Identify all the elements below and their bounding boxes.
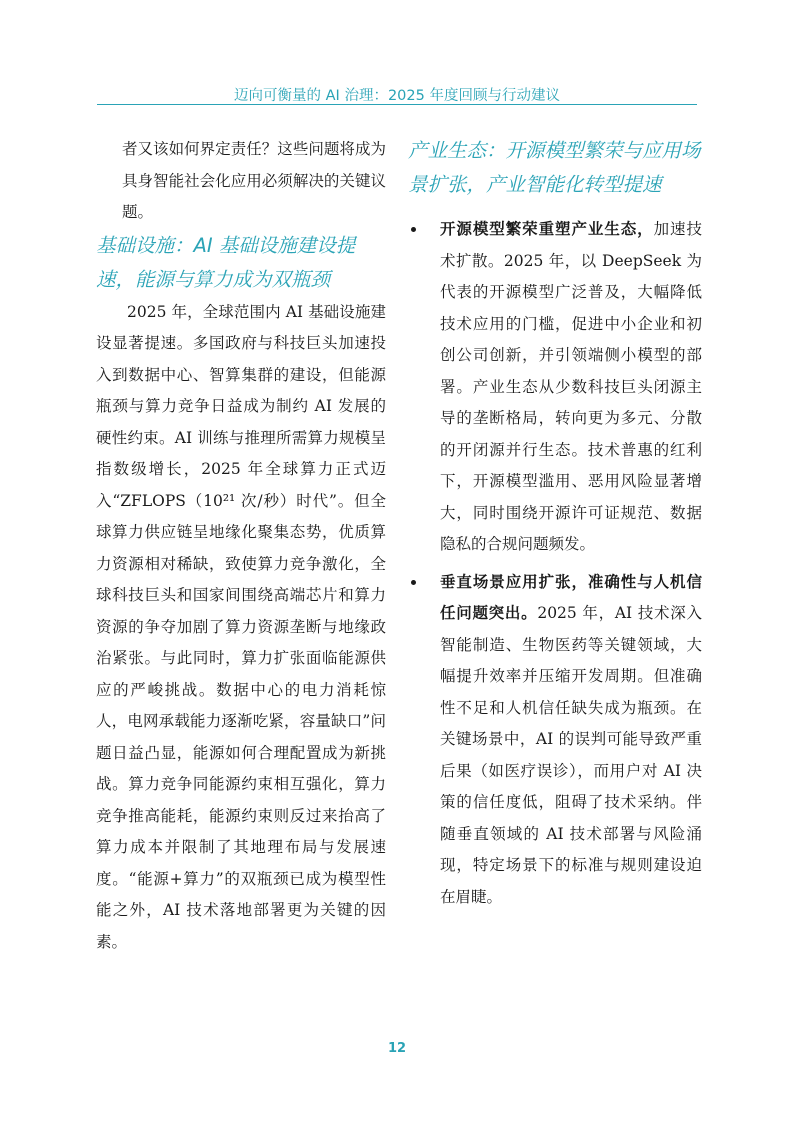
left-column — [96, 134, 386, 958]
right-column — [408, 134, 702, 913]
bullet-lead: 开源模型繁荣重塑产业生态， — [440, 220, 654, 238]
bullet-icon — [411, 227, 416, 232]
bullet-text: 2025 年，AI 技术深入智能制造、生物医药等关键领域，大幅提升效率并压缩开发周期。但准确性不足和人机信任缺失成为瓶颈。在关键场景中，AI 的误判可能导致严重后果（如医疗误诊），而用户对 AI 决策的信任度低，阻碍了技术采纳。伴随垂直领域的 AI 技术部署与风险涌现，特定场景下的标准与规则建设迫在眉睫。 — [440, 604, 702, 906]
infrastructure-paragraph: 2025 年，全球范围内 AI 基础设施建设显著提速。多国政府与科技巨头加速投入到数据中心、智算集群的建设，但能源瓶颈与算力竞争日益成为制约 AI 发展的硬性约束。AI 训练与推理所需算力规模呈指数级增长，2025 年全球算力正式迈入“ZFLOPS（10²¹ 次/秒）时代”。但全球算力供应链呈地缘化聚集态势，优质算力资源相对稀缺，致使算力竞争激化，全球科技巨头和国家间围绕高端芯片和算力资源的争夺加剧了算力资源垄断与地缘政治紧张。与此同时，算力扩张面临能源供应的严峻挑战。数据中心的电力消耗惊人，电网承载能力逐渐吃紧，容量缺口”问题日益凸显，能源如何合理配置成为新挑战。算力竞争同能源约束相互强化，算力竞争推高能耗，能源约束则反过来抬高了算力成本并限制了其地理布局与发展速度。“能源+算力”的双瓶颈已成为模型性能之外，AI 技术落地部署更为关键的因素。 — [96, 302, 386, 951]
header-divider — [97, 104, 697, 105]
bullet-text: 加速技术扩散。2025 年，以 DeepSeek 为代表的开源模型广泛普及，大幅降低技术应用的门槛，促进中小企业和初创公司创新，并引领端侧小模型的部署。产业生态从少数科技巨头闭源主导的垄断格局，转向更为多元、分散的开闭源并行生态。技术普惠的红利下，开源模型滥用、恶用风险显著增大，同时围绕开源许可证规范、数据隐私的合规问题频发。 — [440, 220, 702, 553]
running-header: 迈向可衡量的 AI 治理：2025 年度回顾与行动建议 — [234, 88, 560, 104]
bullet-item — [408, 214, 702, 561]
bullet-icon — [411, 580, 416, 585]
bullet-paragraph — [440, 214, 702, 561]
section-title-infrastructure: 基础设施：AI 基础设施建设提速，能源与算力成为双瓶颈 — [96, 233, 356, 291]
intro-continuation: 者又该如何界定责任？这些问题将成为具身智能社会化应用必须解决的关键议题。 — [122, 140, 386, 221]
bullet-lead: 垂直场景应用扩张，准确性与人机信任问题突出。 — [440, 572, 702, 622]
page-number: 12 — [387, 1041, 407, 1056]
section-title-industry: 产业生态：开源模型繁荣与应用场景扩张，产业智能化转型提速 — [408, 139, 701, 196]
bullet-paragraph — [440, 567, 702, 914]
bullet-item — [408, 567, 702, 914]
